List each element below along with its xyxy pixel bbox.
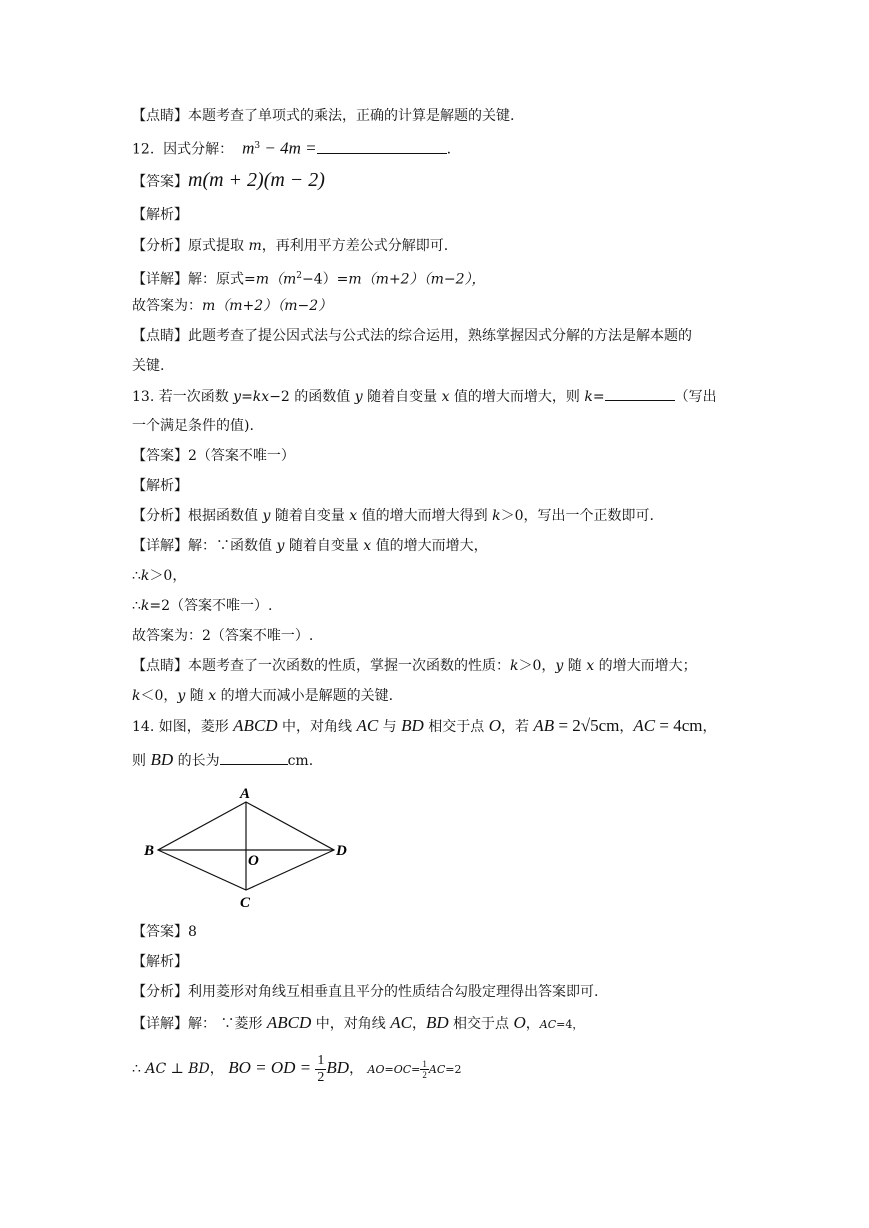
rhombus-figure (130, 780, 370, 915)
question-12 (132, 136, 451, 160)
question-text: 因式分解： (163, 141, 234, 158)
detail-text: 相交于点 (448, 1016, 514, 1032)
answer-text: 【答案】2（答案不唯一） (132, 448, 295, 464)
question-text: 值的增大而增大，则 (449, 389, 585, 405)
punct: ， (525, 1016, 540, 1032)
math-expr: BD (425, 1013, 449, 1032)
fraction-numerator: 1 (317, 1052, 325, 1068)
math-expr: AB (533, 716, 555, 735)
comment-13-cont (132, 686, 393, 706)
analysis-text: ＞0，写出一个正数即可. (500, 508, 654, 524)
math-expr: AC (356, 716, 379, 735)
detail-14 (132, 1013, 583, 1035)
math-expr: =4， (556, 1018, 584, 1031)
math-var: y (555, 658, 564, 674)
analysis-label (132, 952, 188, 972)
analysis-text: 【解析】 (132, 207, 188, 223)
math-var: y (354, 389, 363, 405)
math-expr: BO = OD = (228, 1058, 316, 1077)
analysis-text: 【分析】原式提取 (132, 238, 249, 254)
note-line (132, 106, 514, 126)
comment-text: 的增大而减小是解题的关键. (216, 688, 394, 704)
question-text: 一个满足条件的值). (132, 418, 254, 434)
answer-14 (132, 922, 197, 942)
punct: ， (349, 1061, 364, 1077)
math-expr: m（m+2）（m−2）， (348, 271, 486, 288)
math-var: x (349, 508, 358, 524)
question-text: 随着自变量 (362, 389, 442, 405)
math-var: m (242, 138, 255, 158)
analysis-text: 【解析】 (132, 954, 188, 970)
comment-text: ＞0， (518, 658, 556, 674)
analysis-text: 随着自变量 (270, 508, 350, 524)
question-text: 则 (132, 753, 151, 769)
analysis-text: 【解析】 (132, 478, 188, 494)
analysis-12 (132, 236, 448, 256)
result-12 (132, 296, 332, 316)
detail-text: 【详解】解：∵函数值 (132, 538, 277, 554)
detail-text: 【详解】解：原式= (132, 271, 256, 288)
comment-12-cont (132, 356, 164, 376)
comment-text: 随 (185, 688, 209, 704)
question-text: ，若 (500, 719, 534, 735)
detail-text: 值的增大而增大， (371, 538, 488, 554)
answer-blank (317, 139, 447, 154)
result-text: 故答案为：2（答案不唯一）. (132, 628, 314, 644)
math-exponent: 2 (296, 271, 303, 281)
math-expr: m（m (255, 271, 297, 288)
math-var: x (363, 538, 372, 554)
comment-text: 的增大而增大； (594, 658, 697, 674)
question-text: 相交于点 (423, 719, 489, 735)
math-expr: AC (390, 1013, 412, 1032)
question-text: 中，对角线 (277, 719, 357, 735)
math-var: x (441, 389, 450, 405)
result-text: 故答案为： (132, 298, 202, 314)
step-13a (132, 566, 186, 586)
analysis-14 (132, 982, 598, 1002)
punct: ， (411, 1016, 426, 1032)
math-var: O (513, 1013, 526, 1032)
answer-label: 【答案】 (132, 174, 188, 190)
comment-text: ＜0， (140, 688, 178, 704)
question-text: cm. (287, 753, 314, 769)
answer-expr: m(m + 2)(m − 2) (188, 169, 325, 191)
math-var: k (510, 658, 519, 674)
punct: ， (702, 719, 717, 735)
fraction-half-small (420, 1059, 429, 1080)
label-a: A (240, 786, 251, 802)
therefore-symbol: ∴ (132, 598, 141, 614)
detail-12 (132, 266, 486, 290)
math-var: k (132, 688, 141, 704)
answer-blank (605, 386, 675, 401)
math-expr: ABCD (233, 716, 278, 735)
math-var: k (492, 508, 501, 524)
comment-text: 【点睛】此题考查了提公因式法与公式法的综合运用，熟练掌握因式分解的方法是解本题的 (132, 328, 692, 344)
analysis-label (132, 476, 188, 496)
answer-text: 【答案】8 (132, 924, 197, 940)
answer-12 (132, 170, 325, 192)
comment-12 (132, 326, 692, 346)
therefore-symbol: ∴ (132, 568, 141, 584)
analysis-text: 【分析】利用菱形对角线互相垂直且平分的性质结合勾股定理得出答案即可. (132, 984, 599, 1000)
math-expr: ⊥ (166, 1061, 189, 1077)
step-13b (132, 596, 273, 616)
label-o: O (248, 853, 259, 869)
punct: ， (209, 1061, 224, 1077)
math-var: x (586, 658, 595, 674)
comment-text: 随 (563, 658, 587, 674)
fraction-denominator: 2 (422, 1069, 427, 1080)
label-d: D (336, 843, 347, 859)
step-text: ＞0， (149, 568, 187, 584)
result-13 (132, 626, 313, 646)
question-text: 的长为 (173, 753, 220, 769)
question-text: 13. 若一次函数 (132, 389, 234, 405)
math-expr: AC (633, 716, 656, 735)
detail-text: 随着自变量 (284, 538, 364, 554)
math-expr: m（m+2）（m−2） (202, 298, 333, 314)
fraction-half (315, 1053, 326, 1086)
question-text: （写出 (674, 389, 717, 405)
math-expr: BD (401, 716, 424, 735)
math-expr: BD (150, 750, 174, 769)
question-14-cont (132, 750, 313, 771)
math-expr: = (592, 389, 605, 405)
math-expr: −4）= (302, 271, 349, 288)
math-exponent: 3 (254, 141, 261, 151)
note-text: 【点睛】本题考查了单项式的乘法，正确的计算是解题的关键. (132, 108, 515, 124)
question-14 (132, 716, 716, 737)
analysis-text: 【分析】根据函数值 (132, 508, 263, 524)
comment-text: 关键. (132, 358, 165, 374)
analysis-label (132, 205, 188, 225)
label-c: C (240, 895, 251, 911)
math-var: k (140, 598, 150, 614)
therefore-symbol: ∴ (132, 1061, 146, 1077)
math-expr: AC (145, 1061, 167, 1077)
math-expr: = 2√5cm (554, 716, 620, 735)
math-expr: AO=OC= (367, 1063, 421, 1076)
question-number: 12. (132, 141, 155, 158)
step-text: =2（答案不唯一）. (149, 598, 273, 614)
comment-13 (132, 656, 697, 676)
math-expr: ABCD (266, 1013, 312, 1032)
math-var: O (488, 716, 501, 735)
math-expr: y=kx (233, 389, 270, 405)
question-text: 与 (378, 719, 402, 735)
math-expr: AC (539, 1018, 557, 1031)
question-text: −2 的函数值 (269, 389, 355, 405)
math-var: y (276, 538, 285, 554)
analysis-13 (132, 506, 654, 526)
label-b: B (144, 843, 155, 859)
fraction-denominator: 2 (317, 1069, 325, 1085)
math-expr: − 4m = (260, 138, 317, 158)
math-var: y (177, 688, 186, 704)
math-expr: = 4cm (655, 716, 703, 735)
answer-13 (132, 446, 295, 466)
math-expr: BD (188, 1061, 210, 1077)
math-expr: =2 (445, 1063, 462, 1076)
math-var: y (262, 508, 271, 524)
punct: . (446, 141, 452, 158)
step-14 (132, 1052, 461, 1086)
question-13 (132, 386, 717, 407)
math-var: k (584, 389, 593, 405)
analysis-text: 值的增大而增大得到 (357, 508, 493, 524)
comment-text: 【点睛】本题考查了一次函数的性质，掌握一次函数的性质： (132, 658, 510, 674)
question-13-cont (132, 416, 254, 436)
math-var: k (140, 568, 150, 584)
detail-text: 【详解】解： ∵菱形 (132, 1016, 267, 1032)
analysis-text: ，再利用平方差公式分解即可. (261, 238, 449, 254)
question-text: 14. 如图，菱形 (132, 719, 234, 735)
math-expr: AC (428, 1063, 446, 1076)
answer-blank (220, 750, 288, 765)
math-expr: BD (326, 1058, 350, 1077)
math-var: m (248, 238, 262, 254)
punct: ， (619, 719, 634, 735)
fraction-numerator: 1 (422, 1058, 427, 1069)
detail-13 (132, 536, 488, 556)
detail-text: 中，对角线 (311, 1016, 391, 1032)
math-var: x (208, 688, 217, 704)
